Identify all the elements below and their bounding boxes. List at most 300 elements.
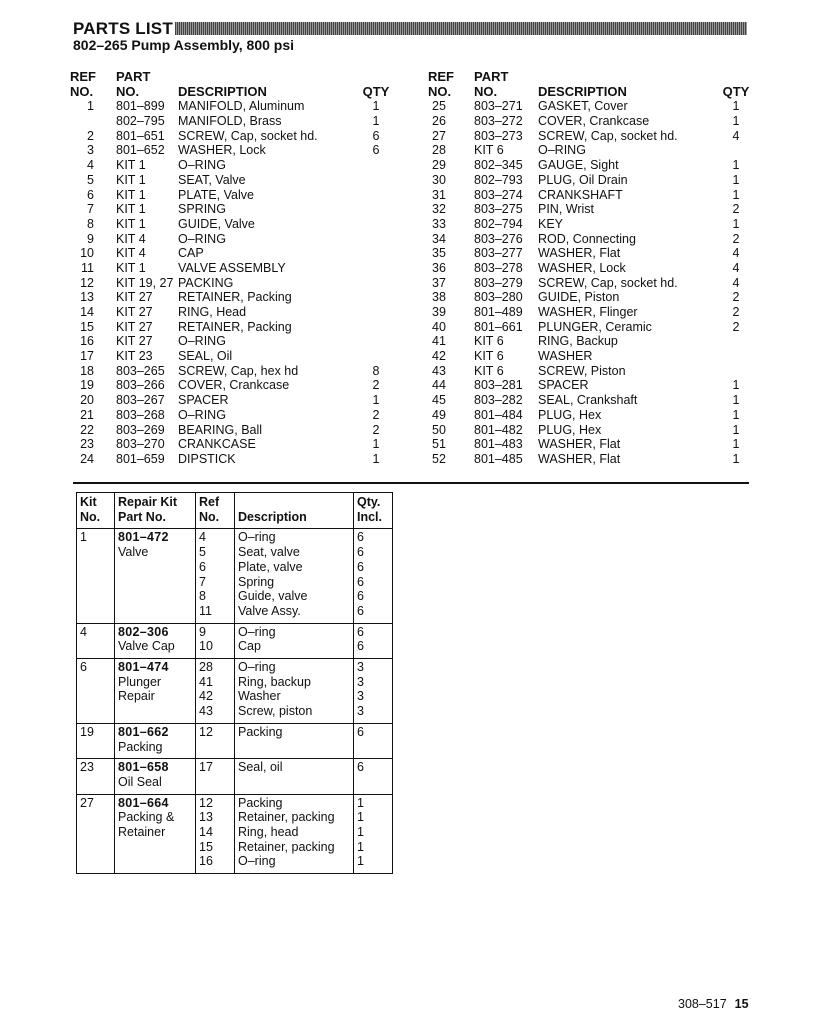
part-number: 801–484 bbox=[474, 407, 523, 422]
part-quantity: 2 bbox=[732, 231, 740, 246]
kit-part-description: Spring bbox=[238, 574, 275, 589]
part-quantity: 4 bbox=[732, 246, 740, 261]
kit-ref-number: 10 bbox=[199, 639, 213, 654]
part-quantity: 1 bbox=[732, 407, 740, 422]
kit-part-description: O–ring bbox=[238, 660, 276, 675]
kit-ref-number: 5 bbox=[199, 545, 206, 560]
kit-ref-number: 17 bbox=[199, 760, 213, 775]
part-quantity: 2 bbox=[732, 202, 740, 217]
kit-description-cell bbox=[235, 723, 354, 758]
part-description: DIPSTICK bbox=[178, 451, 236, 466]
kit-part-description: Seat, valve bbox=[238, 545, 300, 560]
part-quantity: 6 bbox=[372, 143, 380, 158]
ref-number: 14 bbox=[80, 305, 94, 319]
part-row bbox=[428, 364, 758, 379]
kit-number-cell bbox=[77, 623, 115, 658]
repair-kit-cell bbox=[115, 623, 196, 658]
part-description: SPRING bbox=[178, 202, 226, 217]
repair-kit-cell bbox=[115, 794, 196, 874]
part-description: GAUGE, Sight bbox=[538, 158, 619, 173]
repair-kit-header: Repair Kit Part No. bbox=[115, 493, 196, 529]
part-description: WASHER, Flat bbox=[538, 246, 621, 261]
part-description: KEY bbox=[538, 216, 564, 231]
ref-number: 50 bbox=[432, 422, 446, 437]
qty-header: QTY bbox=[362, 83, 390, 99]
kit-number-cell bbox=[77, 659, 115, 724]
part-description: O–RING bbox=[538, 143, 586, 158]
ref-number-cell bbox=[196, 529, 235, 623]
part-description: BEARING, Ball bbox=[178, 422, 263, 437]
kit-description-cell bbox=[235, 623, 354, 658]
ref-number-cell bbox=[196, 794, 235, 874]
ref-number-cell bbox=[196, 659, 235, 724]
ref-number: 6 bbox=[87, 187, 94, 202]
part-number: 803–273 bbox=[474, 128, 523, 143]
kit-ref-number: 15 bbox=[199, 839, 213, 854]
ref-number: 17 bbox=[80, 349, 94, 364]
part-number: KIT 1 bbox=[116, 158, 146, 173]
kit-part-description: Packing bbox=[238, 724, 283, 739]
ref-number: 36 bbox=[432, 260, 446, 275]
parts-header-row bbox=[428, 85, 758, 100]
part-quantity: 2 bbox=[372, 407, 380, 422]
ref-number: 33 bbox=[432, 216, 446, 231]
part-header: NO. bbox=[474, 83, 498, 99]
part-description: PLUG, Oil Drain bbox=[538, 172, 628, 187]
ref-number: 5 bbox=[87, 172, 94, 187]
kit-number-cell bbox=[77, 529, 115, 623]
part-row bbox=[70, 290, 410, 305]
part-row bbox=[70, 305, 410, 320]
part-number: KIT 6 bbox=[474, 334, 504, 349]
kit-table-body bbox=[77, 529, 393, 874]
ref-number-cell bbox=[196, 723, 235, 758]
kit-number-cell bbox=[77, 723, 115, 758]
part-description: SPACER bbox=[538, 378, 589, 393]
part-row bbox=[70, 334, 410, 349]
part-description: RING, Backup bbox=[538, 334, 618, 349]
part-number: KIT 1 bbox=[116, 260, 146, 275]
kit-number: 1 bbox=[80, 530, 87, 545]
part-number: 801–482 bbox=[474, 422, 523, 437]
kit-ref-number: 11 bbox=[199, 603, 212, 618]
part-row bbox=[428, 158, 758, 173]
part-description: WASHER, Lock bbox=[538, 260, 626, 275]
kit-qty-included: 6 bbox=[357, 589, 364, 604]
ref-number: 30 bbox=[432, 172, 446, 187]
part-row bbox=[428, 261, 758, 276]
kit-number: 4 bbox=[80, 624, 87, 639]
part-row bbox=[428, 349, 758, 364]
part-row bbox=[70, 158, 410, 173]
kit-qty-included: 3 bbox=[357, 660, 364, 675]
part-number: 803–279 bbox=[474, 275, 523, 290]
ref-number-cell bbox=[196, 759, 235, 794]
repair-kit-name: Oil Seal bbox=[118, 774, 162, 789]
kit-qty-included: 6 bbox=[357, 639, 364, 654]
repair-kit-name: Packing & Retainer bbox=[118, 810, 175, 840]
repair-kit-part-number: 801–474 bbox=[118, 660, 169, 675]
part-quantity: 1 bbox=[732, 451, 740, 466]
part-description: SEAT, Valve bbox=[178, 172, 246, 187]
part-number: 801–652 bbox=[116, 143, 165, 158]
part-row bbox=[428, 202, 758, 217]
kit-part-description: Guide, valve bbox=[238, 589, 308, 604]
ref-number: 18 bbox=[80, 363, 94, 378]
parts-header-row bbox=[428, 70, 758, 85]
kit-ref-number: 8 bbox=[199, 589, 206, 604]
kit-qty-included: 6 bbox=[357, 603, 364, 618]
part-row bbox=[428, 393, 758, 408]
kit-part-description: O–ring bbox=[238, 530, 276, 545]
part-row bbox=[70, 364, 410, 379]
page-number: 15 bbox=[734, 997, 749, 1011]
title-bar-decoration bbox=[175, 22, 747, 35]
kit-description-cell bbox=[235, 794, 354, 874]
kit-part-description: Packing bbox=[238, 795, 283, 810]
part-row bbox=[70, 99, 410, 114]
part-number: 801–659 bbox=[116, 451, 165, 466]
ref-number: 24 bbox=[80, 451, 94, 466]
part-quantity: 1 bbox=[732, 216, 740, 231]
part-description: CRANKCASE bbox=[178, 437, 256, 452]
repair-kit-part-number: 801–658 bbox=[118, 760, 169, 775]
kit-qty-included: 6 bbox=[357, 559, 364, 574]
part-description: COVER, Crankcase bbox=[178, 378, 290, 393]
part-row bbox=[428, 114, 758, 129]
part-description: GASKET, Cover bbox=[538, 99, 628, 114]
part-description: ROD, Connecting bbox=[538, 231, 636, 246]
part-number: 803–277 bbox=[474, 246, 523, 261]
kit-qty-included: 1 bbox=[357, 810, 364, 825]
description-header: DESCRIPTION bbox=[178, 83, 267, 99]
kit-number-cell bbox=[77, 759, 115, 794]
part-row bbox=[70, 246, 410, 261]
part-row bbox=[70, 393, 410, 408]
part-row bbox=[428, 99, 758, 114]
part-description: COVER, Crankcase bbox=[538, 114, 650, 129]
part-row bbox=[70, 423, 410, 438]
kit-ref-number: 42 bbox=[199, 689, 213, 704]
ref-number: 16 bbox=[80, 334, 94, 349]
part-row bbox=[70, 202, 410, 217]
kit-ref-number: 14 bbox=[199, 825, 213, 840]
part-number: KIT 6 bbox=[474, 143, 504, 158]
ref-number: 11 bbox=[81, 260, 94, 275]
parts-rows bbox=[70, 99, 410, 466]
part-number: 803–271 bbox=[474, 99, 523, 114]
part-row bbox=[70, 261, 410, 276]
ref-number: 49 bbox=[432, 407, 446, 422]
qty-included-header: Qty. Incl. bbox=[354, 493, 393, 529]
repair-kit-cell bbox=[115, 759, 196, 794]
kit-number: 6 bbox=[80, 660, 87, 675]
part-description: WASHER, Flat bbox=[538, 437, 621, 452]
repair-kit-part-number: 801–472 bbox=[118, 530, 169, 545]
ref-header: REF bbox=[70, 69, 96, 84]
part-row bbox=[70, 129, 410, 144]
kit-qty-included: 1 bbox=[357, 795, 364, 810]
part-row bbox=[428, 290, 758, 305]
ref-number: 32 bbox=[432, 202, 446, 217]
part-number: 803–266 bbox=[116, 378, 165, 393]
kit-part-description: Retainer, packing bbox=[238, 810, 335, 825]
ref-number: 45 bbox=[432, 393, 446, 408]
kit-row bbox=[77, 659, 393, 724]
ref-number: 13 bbox=[80, 290, 94, 305]
repair-kit-name: Packing bbox=[118, 739, 163, 754]
part-description: RETAINER, Packing bbox=[178, 290, 292, 305]
part-quantity: 1 bbox=[372, 451, 380, 466]
kit-description-cell bbox=[235, 659, 354, 724]
part-row bbox=[428, 378, 758, 393]
parts-list-right bbox=[428, 70, 758, 470]
kit-row bbox=[77, 529, 393, 623]
part-number: KIT 27 bbox=[116, 290, 153, 305]
part-description: CAP bbox=[178, 246, 204, 261]
part-row bbox=[428, 188, 758, 203]
kit-part-description: Cap bbox=[238, 639, 261, 654]
kit-row bbox=[77, 623, 393, 658]
part-number: KIT 1 bbox=[116, 187, 146, 202]
part-description: O–RING bbox=[178, 407, 226, 422]
ref-header: REF bbox=[428, 69, 454, 84]
kit-part-description: Seal, oil bbox=[238, 760, 283, 775]
part-number: 801–489 bbox=[474, 305, 523, 319]
document-number: 308–517 bbox=[678, 997, 727, 1011]
part-description: GUIDE, Valve bbox=[178, 216, 255, 231]
page-subtitle: 802–265 Pump Assembly, 800 psi bbox=[73, 37, 295, 53]
part-row bbox=[70, 276, 410, 291]
repair-kit-part-number: 801–662 bbox=[118, 724, 169, 739]
part-description: PLATE, Valve bbox=[178, 187, 254, 202]
ref-number: 23 bbox=[80, 437, 94, 452]
ref-number: 10 bbox=[80, 246, 94, 261]
ref-number-cell bbox=[196, 623, 235, 658]
kit-ref-number: 12 bbox=[199, 724, 213, 739]
kit-qty-included: 1 bbox=[357, 854, 364, 869]
parts-list-left bbox=[70, 70, 410, 470]
part-number: 803–269 bbox=[116, 422, 165, 437]
part-row bbox=[428, 173, 758, 188]
ref-no-header: Ref No. bbox=[196, 493, 235, 529]
kit-ref-number: 13 bbox=[199, 810, 213, 825]
part-quantity: 1 bbox=[732, 172, 740, 187]
kit-ref-number: 16 bbox=[199, 854, 213, 869]
ref-number: 29 bbox=[432, 158, 446, 173]
repair-kit-part-number: 801–664 bbox=[118, 795, 169, 810]
ref-number: 3 bbox=[87, 143, 94, 158]
part-row bbox=[428, 408, 758, 423]
part-number: 801–661 bbox=[474, 319, 523, 334]
part-quantity: 1 bbox=[732, 437, 740, 452]
part-quantity: 1 bbox=[732, 422, 740, 437]
part-quantity: 4 bbox=[732, 260, 740, 275]
part-number: 803–276 bbox=[474, 231, 523, 246]
kit-number: 23 bbox=[80, 760, 94, 775]
part-number: 803–268 bbox=[116, 407, 165, 422]
part-row bbox=[70, 320, 410, 335]
part-number: KIT 1 bbox=[116, 202, 146, 217]
part-number: KIT 4 bbox=[116, 231, 146, 246]
part-quantity: 4 bbox=[732, 275, 740, 290]
qty-included-cell bbox=[354, 529, 393, 623]
kit-qty-included: 6 bbox=[357, 545, 364, 560]
part-number: KIT 27 bbox=[116, 305, 153, 319]
part-description: SCREW, Piston bbox=[538, 363, 626, 378]
part-description: PIN, Wrist bbox=[538, 202, 595, 217]
ref-number: 4 bbox=[87, 158, 94, 173]
part-row bbox=[70, 349, 410, 364]
part-description: SEAL, Crankshaft bbox=[538, 393, 638, 408]
part-number: 803–274 bbox=[474, 187, 523, 202]
qty-included-cell bbox=[354, 623, 393, 658]
kit-qty-included: 1 bbox=[357, 825, 364, 840]
ref-number: 15 bbox=[80, 319, 94, 334]
part-row bbox=[428, 143, 758, 158]
part-description: RETAINER, Packing bbox=[178, 319, 292, 334]
part-number: KIT 19, 27 bbox=[116, 275, 174, 290]
part-number: 802–795 bbox=[116, 114, 165, 129]
part-description: GUIDE, Piston bbox=[538, 290, 620, 305]
part-quantity: 1 bbox=[372, 393, 380, 408]
part-description: SCREW, Cap, socket hd. bbox=[538, 275, 678, 290]
part-description: O–RING bbox=[178, 334, 226, 349]
kit-no-header: Kit No. bbox=[77, 493, 115, 529]
part-row bbox=[428, 305, 758, 320]
repair-kit-cell bbox=[115, 529, 196, 623]
kit-qty-included: 3 bbox=[357, 674, 364, 689]
part-number: 801–483 bbox=[474, 437, 523, 452]
part-number: KIT 6 bbox=[474, 349, 504, 364]
part-quantity: 1 bbox=[372, 114, 380, 129]
ref-number: 40 bbox=[432, 319, 446, 334]
kit-part-description: Ring, backup bbox=[238, 674, 311, 689]
ref-number: 8 bbox=[87, 216, 94, 231]
ref-number: 19 bbox=[80, 378, 94, 393]
part-number: 803–280 bbox=[474, 290, 523, 305]
part-row bbox=[428, 452, 758, 467]
kit-qty-included: 6 bbox=[357, 760, 364, 775]
part-description: SCREW, Cap, hex hd bbox=[178, 363, 299, 378]
part-row bbox=[70, 114, 410, 129]
description-header: DESCRIPTION bbox=[538, 83, 627, 99]
part-header: PART bbox=[474, 69, 509, 84]
part-number: 801–651 bbox=[116, 128, 165, 143]
part-description: MANIFOLD, Brass bbox=[178, 114, 282, 129]
part-row bbox=[70, 143, 410, 158]
part-quantity: 2 bbox=[732, 305, 740, 319]
ref-number: 9 bbox=[87, 231, 94, 246]
page-title: PARTS LIST bbox=[73, 19, 173, 38]
part-number: 803–267 bbox=[116, 393, 165, 408]
part-row bbox=[428, 423, 758, 438]
part-description: SCREW, Cap, socket hd. bbox=[178, 128, 318, 143]
ref-number: 52 bbox=[432, 451, 446, 466]
kit-row bbox=[77, 723, 393, 758]
ref-number: 25 bbox=[432, 99, 446, 114]
part-row bbox=[70, 378, 410, 393]
part-description: O–RING bbox=[178, 231, 226, 246]
qty-header: QTY bbox=[722, 83, 750, 99]
part-quantity: 6 bbox=[372, 128, 380, 143]
kit-part-description: O–ring bbox=[238, 624, 276, 639]
part-quantity: 1 bbox=[732, 378, 740, 393]
part-quantity: 1 bbox=[372, 437, 380, 452]
part-number: KIT 4 bbox=[116, 246, 146, 261]
repair-kit-part-number: 802–306 bbox=[118, 624, 169, 639]
part-quantity: 2 bbox=[732, 290, 740, 305]
ref-number: 22 bbox=[80, 422, 94, 437]
ref-number: 44 bbox=[432, 378, 446, 393]
part-row bbox=[428, 276, 758, 291]
part-description: PLUG, Hex bbox=[538, 422, 602, 437]
kit-part-description: Screw, piston bbox=[238, 704, 313, 719]
qty-included-cell bbox=[354, 759, 393, 794]
part-number: 803–265 bbox=[116, 363, 165, 378]
ref-number: 38 bbox=[432, 290, 446, 305]
ref-number: 51 bbox=[432, 437, 446, 452]
part-description: SEAL, Oil bbox=[178, 349, 233, 364]
kit-number: 27 bbox=[80, 795, 94, 810]
ref-header: NO. bbox=[428, 83, 452, 99]
part-number: 803–272 bbox=[474, 114, 523, 129]
part-number: 801–899 bbox=[116, 99, 165, 114]
part-number: KIT 27 bbox=[116, 319, 153, 334]
part-row bbox=[428, 232, 758, 247]
qty-included-cell bbox=[354, 723, 393, 758]
part-quantity: 8 bbox=[372, 363, 380, 378]
kit-table-header-row bbox=[77, 493, 393, 529]
ref-number: 7 bbox=[87, 202, 94, 217]
part-row bbox=[70, 217, 410, 232]
part-row bbox=[428, 320, 758, 335]
part-row bbox=[428, 334, 758, 349]
part-row bbox=[70, 437, 410, 452]
qty-included-cell bbox=[354, 659, 393, 724]
kit-qty-included: 6 bbox=[357, 574, 364, 589]
part-row bbox=[70, 408, 410, 423]
part-description: WASHER bbox=[538, 349, 593, 364]
ref-number: 27 bbox=[432, 128, 446, 143]
part-quantity: 1 bbox=[732, 158, 740, 173]
part-header: PART bbox=[116, 69, 151, 84]
part-quantity: 1 bbox=[372, 99, 380, 114]
kit-part-description: Retainer, packing bbox=[238, 839, 335, 854]
ref-number: 28 bbox=[432, 143, 446, 158]
part-number: 803–281 bbox=[474, 378, 523, 393]
part-quantity: 1 bbox=[732, 99, 740, 114]
kit-part-description: O–ring bbox=[238, 854, 276, 869]
repair-kit-cell bbox=[115, 723, 196, 758]
part-description: WASHER, Flat bbox=[538, 451, 621, 466]
part-description: SCREW, Cap, socket hd. bbox=[538, 128, 678, 143]
part-number: 803–275 bbox=[474, 202, 523, 217]
part-quantity: 4 bbox=[732, 128, 740, 143]
part-quantity: 2 bbox=[372, 378, 380, 393]
parts-header-row bbox=[70, 85, 410, 100]
ref-number: 31 bbox=[432, 187, 446, 202]
kit-qty-included: 6 bbox=[357, 724, 364, 739]
ref-number: 42 bbox=[432, 349, 446, 364]
ref-number: 34 bbox=[432, 231, 446, 246]
part-row bbox=[70, 232, 410, 247]
description-header: Description bbox=[235, 493, 354, 529]
part-description: RING, Head bbox=[178, 305, 247, 319]
kit-qty-included: 1 bbox=[357, 839, 364, 854]
part-number: 802–345 bbox=[474, 158, 523, 173]
part-row bbox=[428, 437, 758, 452]
